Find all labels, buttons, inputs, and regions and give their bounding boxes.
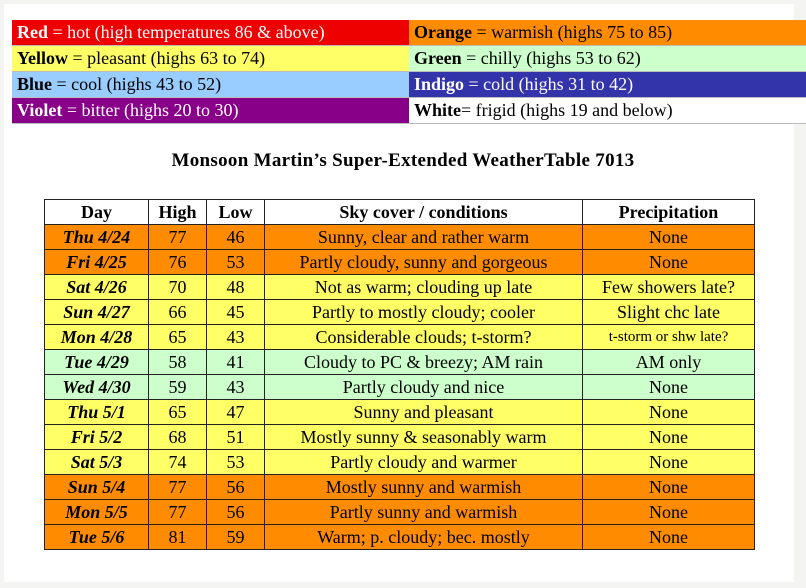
table-row (45, 225, 755, 250)
precipitation-cell: None (583, 425, 755, 450)
precipitation-cell: None (583, 525, 755, 550)
legend-green (409, 46, 806, 72)
day-cell: Tue 5/6 (45, 525, 149, 550)
legend-blue (12, 72, 409, 98)
high-cell: 77 (149, 500, 207, 525)
precipitation-cell: None (583, 225, 755, 250)
legend-red (12, 20, 409, 46)
day-cell: Mon 4/28 (45, 325, 149, 350)
legend-row (12, 46, 806, 72)
low-cell: 56 (207, 500, 265, 525)
table-row (45, 300, 755, 325)
day-cell: Sat 5/3 (45, 450, 149, 475)
precipitation-cell: Few showers late? (583, 275, 755, 300)
legend-color-name: Blue (17, 74, 53, 94)
day-cell: Thu 4/24 (45, 225, 149, 250)
day-cell: Sun 5/4 (45, 475, 149, 500)
low-cell: 43 (207, 375, 265, 400)
table-row (45, 400, 755, 425)
day-cell: Fri 5/2 (45, 425, 149, 450)
high-cell: 76 (149, 250, 207, 275)
legend-description: = cool (highs 43 to 52) (52, 74, 222, 94)
high-cell: 68 (149, 425, 207, 450)
legend-color-name: Green (414, 48, 462, 68)
table-row (45, 325, 755, 350)
weather-table (44, 199, 755, 550)
sky-cell: Partly cloudy and warmer (265, 450, 583, 475)
sky-cell: Mostly sunny and warmish (265, 475, 583, 500)
legend-color-name: Orange (414, 22, 472, 42)
low-cell: 45 (207, 300, 265, 325)
legend-color-name: Yellow (17, 48, 68, 68)
legend-yellow (12, 46, 409, 72)
precipitation-cell: t-storm or shw late? (583, 325, 755, 350)
high-cell: 65 (149, 400, 207, 425)
sky-cell: Partly to mostly cloudy; cooler (265, 300, 583, 325)
sky-cell: Sunny and pleasant (265, 400, 583, 425)
high-cell: 70 (149, 275, 207, 300)
low-cell: 53 (207, 250, 265, 275)
low-cell: 56 (207, 475, 265, 500)
table-row (45, 525, 755, 550)
header-day: Day (45, 200, 149, 225)
high-cell: 59 (149, 375, 207, 400)
legend-row (12, 72, 806, 98)
legend-color-name: Red (17, 22, 48, 42)
legend-violet (12, 98, 409, 124)
legend-description: = hot (high temperatures 86 & above) (48, 22, 325, 42)
legend-row (12, 98, 806, 124)
sky-cell: Considerable clouds; t-storm? (265, 325, 583, 350)
legend-description: = pleasant (highs 63 to 74) (68, 48, 266, 68)
low-cell: 43 (207, 325, 265, 350)
sky-cell: Partly cloudy, sunny and gorgeous (265, 250, 583, 275)
day-cell: Tue 4/29 (45, 350, 149, 375)
table-header-row (45, 200, 755, 225)
precipitation-cell: AM only (583, 350, 755, 375)
low-cell: 47 (207, 400, 265, 425)
legend-description: = bitter (highs 20 to 30) (62, 100, 239, 120)
precipitation-cell: None (583, 450, 755, 475)
sky-cell: Mostly sunny & seasonably warm (265, 425, 583, 450)
table-row (45, 250, 755, 275)
high-cell: 77 (149, 225, 207, 250)
day-cell: Fri 4/25 (45, 250, 149, 275)
sky-cell: Partly sunny and warmish (265, 500, 583, 525)
high-cell: 77 (149, 475, 207, 500)
precipitation-cell: None (583, 500, 755, 525)
precipitation-cell: None (583, 400, 755, 425)
table-row (45, 375, 755, 400)
low-cell: 48 (207, 275, 265, 300)
sky-cell: Sunny, clear and rather warm (265, 225, 583, 250)
day-cell: Sat 4/26 (45, 275, 149, 300)
table-row (45, 275, 755, 300)
sky-cell: Not as warm; clouding up late (265, 275, 583, 300)
day-cell: Wed 4/30 (45, 375, 149, 400)
high-cell: 58 (149, 350, 207, 375)
low-cell: 46 (207, 225, 265, 250)
sky-cell: Cloudy to PC & breezy; AM rain (265, 350, 583, 375)
precipitation-cell: None (583, 375, 755, 400)
table-row (45, 350, 755, 375)
legend-row (12, 20, 806, 46)
header-high: High (149, 200, 207, 225)
legend-description: = warmish (highs 75 to 85) (472, 22, 673, 42)
low-cell: 41 (207, 350, 265, 375)
legend-orange (409, 20, 806, 46)
precipitation-cell: None (583, 475, 755, 500)
day-cell: Thu 5/1 (45, 400, 149, 425)
legend-description: = cold (highs 31 to 42) (464, 74, 634, 94)
header-low: Low (207, 200, 265, 225)
legend-description: = frigid (highs 19 and below) (461, 100, 673, 120)
high-cell: 74 (149, 450, 207, 475)
header-precipitation: Precipitation (583, 200, 755, 225)
legend-description: = chilly (highs 53 to 62) (461, 48, 641, 68)
color-legend (12, 20, 806, 124)
table-row (45, 500, 755, 525)
legend-indigo (409, 72, 806, 98)
low-cell: 59 (207, 525, 265, 550)
low-cell: 51 (207, 425, 265, 450)
low-cell: 53 (207, 450, 265, 475)
page-title: Monsoon Martin’s Super-Extended WeatherTable 7013 (171, 150, 635, 171)
day-cell: Sun 4/27 (45, 300, 149, 325)
sky-cell: Warm; p. cloudy; bec. mostly (265, 525, 583, 550)
legend-color-name: White (414, 100, 461, 120)
header-sky: Sky cover / conditions (265, 200, 583, 225)
day-cell: Mon 5/5 (45, 500, 149, 525)
precipitation-cell: None (583, 250, 755, 275)
table-row (45, 425, 755, 450)
table-row (45, 475, 755, 500)
sky-cell: Partly cloudy and nice (265, 375, 583, 400)
legend-white (409, 98, 806, 124)
legend-color-name: Indigo (414, 74, 465, 94)
high-cell: 81 (149, 525, 207, 550)
high-cell: 65 (149, 325, 207, 350)
high-cell: 66 (149, 300, 207, 325)
precipitation-cell: Slight chc late (583, 300, 755, 325)
legend-color-name: Violet (17, 100, 63, 120)
table-row (45, 450, 755, 475)
